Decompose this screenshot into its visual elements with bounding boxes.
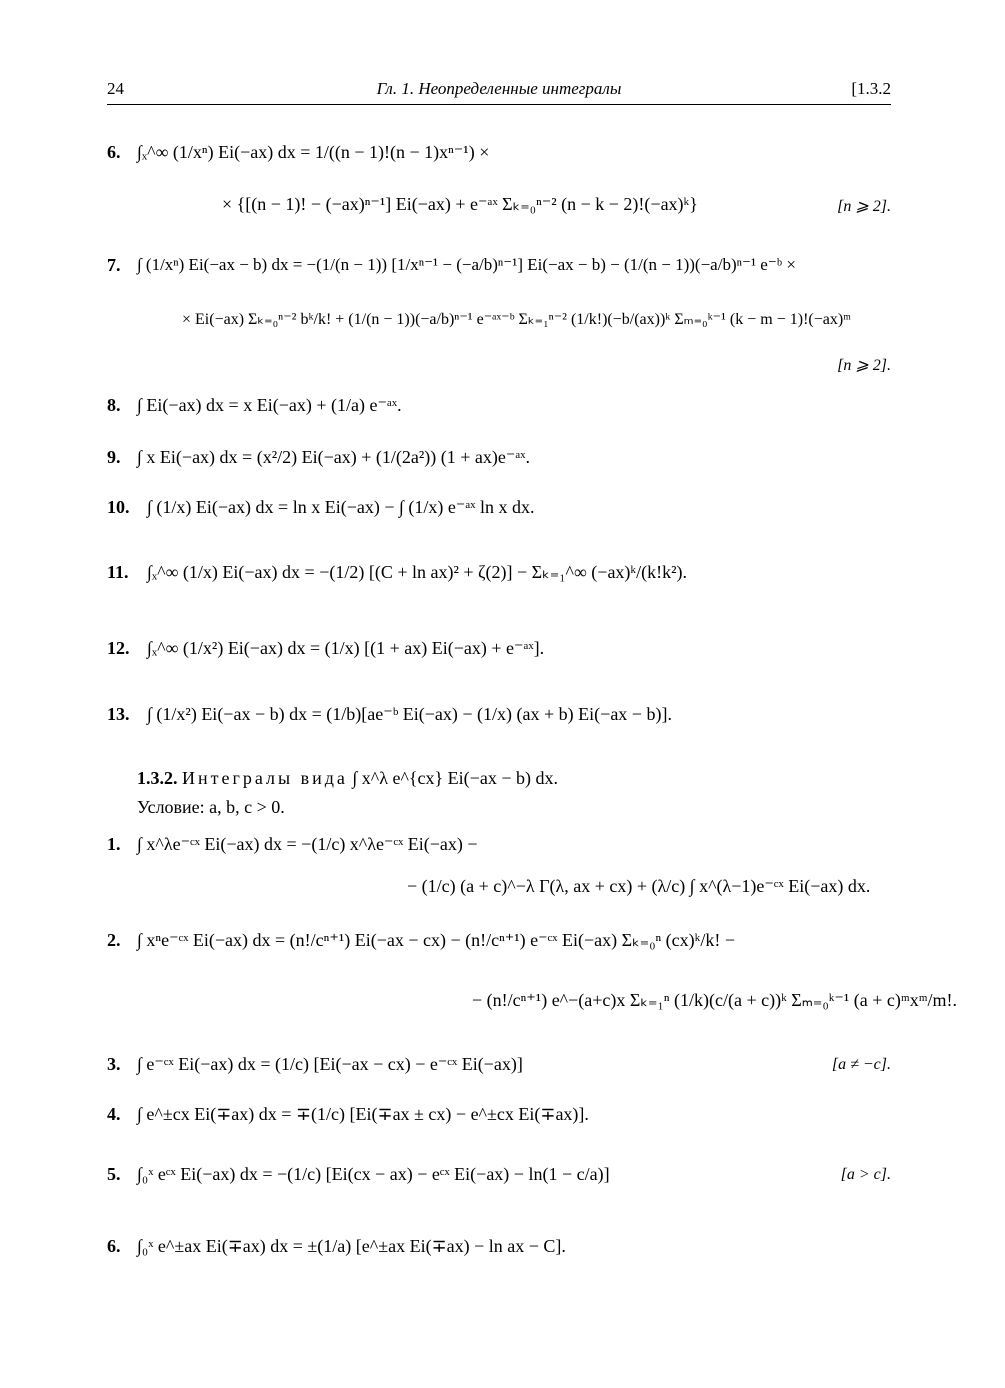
header-rule <box>107 104 891 105</box>
section-heading <box>137 768 558 789</box>
formula-label: 6. <box>107 1236 121 1256</box>
formula-label: 10. <box>107 497 130 517</box>
formula-condition: [a ≠ −c]. <box>831 1056 891 1073</box>
formula-label: 9. <box>107 447 121 467</box>
section-condition: Условие: a, b, c > 0. <box>137 797 285 817</box>
formula-line-1: ∫ Ei(−ax) dx = x Ei(−ax) + (1/a) e⁻ᵃˣ. <box>137 395 402 415</box>
formula-line-1: ∫ (1/x) Ei(−ax) dx = ln x Ei(−ax) − ∫ (1/x) e⁻ᵃˣ ln x dx. <box>147 497 535 517</box>
formula-line-1: ∫ x^λe⁻ᶜˣ Ei(−ax) dx = −(1/c) x^λe⁻ᶜˣ Ei(−ax) − <box>137 834 478 854</box>
formula-line-2: − (1/c) (a + c)^−λ Γ(λ, ax + cx) + (λ/c) ∫ x^(λ−1)e⁻ᶜˣ Ei(−ax) dx. <box>407 876 871 896</box>
formula-b6 <box>107 1234 891 1266</box>
running-header <box>107 79 891 103</box>
formula-6 <box>107 122 891 232</box>
formula-line-1: ∫ e⁻ᶜˣ Ei(−ax) dx = (1/c) [Ei(−ax − cx) − e⁻ᶜˣ Ei(−ax)] <box>137 1054 523 1074</box>
formula-line-1: ∫ x Ei(−ax) dx = (x²/2) Ei(−ax) + (1/(2a²)) (1 + ax)e⁻ᵃˣ. <box>137 447 530 467</box>
formula-line-1: ∫₀ˣ eᶜˣ Ei(−ax) dx = −(1/c) [Ei(cx − ax) − eᶜˣ Ei(−ax) − ln(1 − c/a)] <box>137 1164 610 1184</box>
formula-b2 <box>107 928 957 1028</box>
formula-11 <box>107 560 891 592</box>
formula-line-1: ∫ (1/xⁿ) Ei(−ax − b) dx = −(1/(n − 1)) [1/xⁿ⁻¹ − (−a/b)ⁿ⁻¹] Ei(−ax − b) − (1/(n − 1))(−a/b)ⁿ⁻¹ e⁻ᵇ × <box>137 255 796 274</box>
formula-condition: [a > c]. <box>840 1166 891 1183</box>
formula-line-1: ∫ₓ^∞ (1/x²) Ei(−ax) dx = (1/x) [(1 + ax) Ei(−ax) + e⁻ᵃˣ]. <box>147 638 545 658</box>
formula-label: 12. <box>107 638 130 658</box>
formula-line-1: ∫ xⁿe⁻ᶜˣ Ei(−ax) dx = (n!/cⁿ⁺¹) Ei(−ax − cx) − (n!/cⁿ⁺¹) e⁻ᶜˣ Ei(−ax) Σₖ₌₀ⁿ (cx)ᵏ/k! − <box>137 930 735 950</box>
formula-10 <box>107 495 891 527</box>
page-number: 24 <box>107 79 124 98</box>
formula-b1 <box>107 832 891 907</box>
section-integral: ∫ x^λ e^{cx} Ei(−ax − b) dx. <box>352 768 558 788</box>
formula-line-1: ∫ (1/x²) Ei(−ax − b) dx = (1/b)[ae⁻ᵇ Ei(−ax) − (1/x) (ax + b) Ei(−ax − b)]. <box>147 704 672 724</box>
section-reference: [1.3.2 <box>851 79 891 98</box>
formula-8 <box>107 393 891 425</box>
formula-line-1: ∫ₓ^∞ (1/x) Ei(−ax) dx = −(1/2) [(C + ln ax)² + ζ(2)] − Σₖ₌₁^∞ (−ax)ᵏ/(k!k²). <box>147 562 687 582</box>
formula-13 <box>107 702 891 734</box>
chapter-title: Гл. 1. Неопределенные интегралы <box>376 79 622 98</box>
formula-12 <box>107 636 891 668</box>
formula-condition: [n ⩾ 2]. <box>837 198 891 215</box>
formula-7 <box>107 245 891 380</box>
formula-label: 7. <box>107 255 121 275</box>
formula-b4 <box>107 1102 891 1134</box>
formula-label: 3. <box>107 1054 121 1074</box>
formula-label: 8. <box>107 395 121 415</box>
formula-label: 13. <box>107 704 130 724</box>
formula-label: 11. <box>107 562 129 582</box>
formula-line-1: ∫ e^±cx Ei(∓ax) dx = ∓(1/c) [Ei(∓ax ± cx) − e^±cx Ei(∓ax)]. <box>137 1104 589 1124</box>
formula-label: 6. <box>107 142 121 162</box>
section-number: 1.3.2. <box>137 768 178 788</box>
formula-b3 <box>107 1052 891 1084</box>
formula-line-1: ∫₀ˣ e^±ax Ei(∓ax) dx = ±(1/a) [e^±ax Ei(∓ax) − ln ax − C]. <box>137 1236 566 1256</box>
formula-label: 2. <box>107 930 121 950</box>
section-title: Интегралы вида <box>182 768 348 788</box>
formula-label: 5. <box>107 1164 121 1184</box>
formula-line-2: − (n!/cⁿ⁺¹) e^−(a+c)x Σₖ₌₁ⁿ (1/k)(c/(a + c))ᵏ Σₘ₌₀ᵏ⁻¹ (a + c)ᵐxᵐ/m!. <box>472 990 957 1010</box>
formula-label: 4. <box>107 1104 121 1124</box>
formula-line-2: × Ei(−ax) Σₖ₌₀ⁿ⁻² bᵏ/k! + (1/(n − 1))(−a/b)ⁿ⁻¹ e⁻ᵃˣ⁻ᵇ Σₖ₌₁ⁿ⁻² (1/k!)(−b/(ax))ᵏ Σₘ₌₀ᵏ⁻¹ (k − m − 1)!(−ax)ᵐ <box>182 311 851 328</box>
formula-9 <box>107 445 891 477</box>
formula-label: 1. <box>107 834 121 854</box>
formula-condition: [n ⩾ 2]. <box>837 357 891 374</box>
formula-line-1: ∫ₓ^∞ (1/xⁿ) Ei(−ax) dx = 1/((n − 1)!(n − 1)xⁿ⁻¹) × <box>137 142 490 162</box>
formula-line-2: × {[(n − 1)! − (−ax)ⁿ⁻¹] Ei(−ax) + e⁻ᵃˣ Σₖ₌₀ⁿ⁻² (n − k − 2)!(−ax)ᵏ} <box>222 194 698 214</box>
formula-b5 <box>107 1162 891 1194</box>
